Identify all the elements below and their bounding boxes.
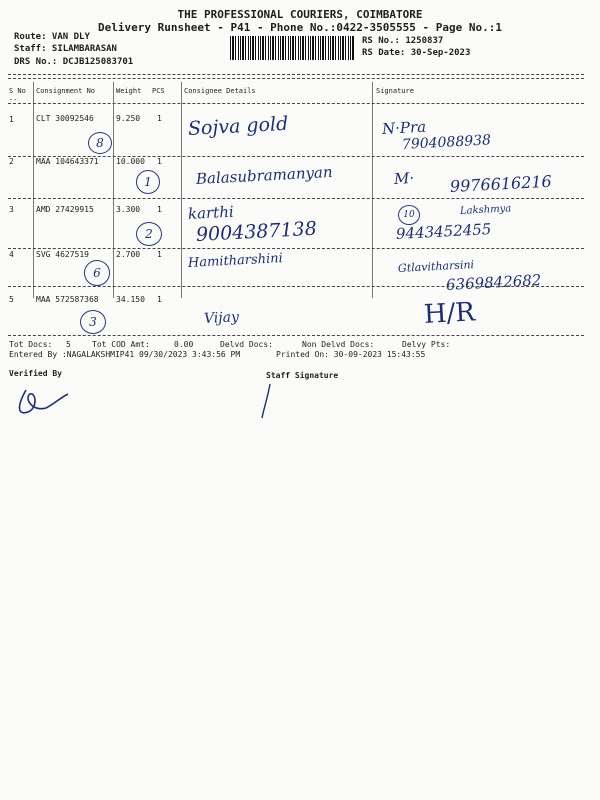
circled-number: 8: [88, 132, 112, 154]
consignment-no: MAA 572587368: [36, 295, 99, 304]
divider: [8, 103, 584, 104]
row-sno: 1: [9, 115, 14, 124]
divider: [8, 74, 584, 75]
signature-handwriting: M·: [393, 168, 415, 188]
consignee-handwriting: karthi: [187, 202, 235, 223]
consignment-no: CLT 30092546: [36, 114, 94, 123]
signature-phone: 7904088938: [401, 132, 492, 153]
row-sno: 5: [9, 295, 14, 304]
tot-docs-value: 5: [66, 340, 71, 349]
divider: [8, 335, 584, 336]
consignee-handwriting: Vijay: [203, 309, 240, 327]
consignment-no: SVG 4627519: [36, 250, 89, 259]
row-sno: 4: [9, 250, 14, 259]
signature-phone: 6369842682: [445, 271, 542, 294]
signature-phone: 9443452455: [395, 220, 492, 243]
col-separator: [372, 82, 373, 298]
circled-number: 1: [136, 170, 160, 194]
row-sno: 2: [9, 157, 14, 166]
pcs: 1: [157, 114, 162, 123]
col-separator: [181, 82, 182, 298]
signature-handwriting: Gtlavitharsini: [397, 258, 475, 275]
route-label: Route: VAN DLY: [14, 32, 90, 42]
verified-by-label: Verified By: [9, 369, 62, 378]
verifier-signature: [12, 382, 72, 422]
consignee-handwriting: Balasubramanyan: [195, 162, 333, 188]
col-consignment: Consignment No: [36, 87, 96, 95]
divider: [8, 78, 584, 79]
company-title: THE PROFESSIONAL COURIERS, COIMBATORE: [177, 8, 423, 21]
col-consignee: Consignee Details: [184, 87, 256, 95]
signature-handwriting: H/R: [423, 297, 476, 330]
consignee-handwriting: Hamitharshini: [187, 251, 284, 271]
tot-docs-label: Tot Docs:: [9, 340, 53, 349]
non-delvd-label: Non Delvd Docs:: [302, 340, 375, 349]
divider: [8, 248, 584, 249]
consignment-no: MAA 104643371: [36, 157, 99, 166]
printed-on: Printed On: 30-09-2023 15:43:55: [276, 350, 426, 359]
col-separator: [33, 82, 34, 298]
consignment-no: AMD 27429915: [36, 205, 94, 214]
signature-handwriting: Lakshmya: [459, 203, 512, 217]
drs-number: DRS No.: DCJB125083701: [14, 57, 134, 67]
delvy-pts-label: Delvy Pts:: [402, 340, 451, 349]
weight: 9.250: [116, 114, 141, 123]
delvd-docs-label: Delvd Docs:: [220, 340, 273, 349]
circled-number: 6: [84, 260, 110, 286]
col-sno: S No: [9, 87, 26, 95]
col-separator: [113, 82, 114, 298]
col-pcs: PCS: [152, 87, 165, 95]
weight: 2.700: [116, 250, 141, 259]
rs-number: RS No.: 1250837: [362, 36, 444, 46]
weight: 34.150: [116, 295, 145, 304]
weight: 3.300: [116, 205, 141, 214]
divider: [8, 198, 584, 199]
staff-signature-stroke: [256, 382, 276, 422]
tot-cod-value: 0.00: [174, 340, 194, 349]
consignee-handwriting: Sojva gold: [187, 112, 289, 140]
tot-cod-label: Tot COD Amt:: [92, 340, 150, 349]
circled-number: 3: [80, 310, 106, 334]
row-sno: 3: [9, 205, 14, 214]
staff-label: Staff: SILAMBARASAN: [14, 44, 117, 54]
pcs: 1: [157, 205, 162, 214]
staff-signature-label: Staff Signature: [266, 371, 339, 380]
weight: 10.000: [116, 157, 145, 166]
signature-handwriting: N·Pra: [381, 117, 427, 138]
divider: [8, 286, 584, 287]
col-weight: Weight: [116, 87, 142, 95]
col-signature: Signature: [376, 87, 414, 95]
runsheet-subtitle: Delivery Runsheet - P41 - Phone No.:0422-3505555 - Page No.:1: [98, 21, 502, 34]
rs-date: RS Date: 30-Sep-2023: [362, 48, 471, 58]
circled-number: 2: [136, 222, 162, 246]
consignee-phone: 9004387138: [195, 217, 318, 246]
barcode: [230, 36, 355, 60]
signature-phone: 9976616216: [449, 171, 553, 196]
pcs: 1: [157, 250, 162, 259]
circled-mark: 10: [398, 205, 420, 225]
col-dash: --: [9, 96, 18, 104]
pcs: 1: [157, 157, 162, 166]
entered-by: Entered By :NAGALAKSHMIP41 09/30/2023 3:43:56 PM: [9, 350, 241, 359]
pcs: 1: [157, 295, 162, 304]
